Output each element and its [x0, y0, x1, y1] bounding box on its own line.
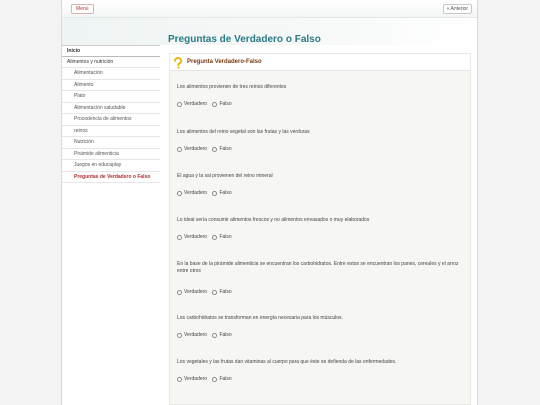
top-bar: [62, 0, 477, 18]
answer-options: [177, 234, 236, 240]
false-radio[interactable]: [212, 191, 217, 196]
false-radio[interactable]: [212, 377, 217, 382]
false-label: Falso: [219, 190, 232, 196]
page: [61, 0, 478, 405]
question-mark-icon: [173, 57, 183, 69]
true-radio[interactable]: [177, 333, 182, 338]
answer-options: [177, 376, 236, 382]
answer-options: [177, 146, 236, 152]
menu-button[interactable]: Menú: [71, 4, 94, 14]
question-text: Los carbohidratos se transforman en energía necesaria para los músculos.: [177, 315, 343, 321]
sidebar-nav: [62, 45, 160, 183]
false-label: Falso: [219, 332, 232, 338]
question-text: En la base de la pirámide alimenticia se encuentran los carbohidratos. Entre estos se encuentran los panes, cereales y el arroz entre otros: [177, 261, 459, 274]
question-6: [177, 315, 467, 338]
answer-options: [177, 332, 236, 338]
sidebar-item-alimentos-y-nutricion[interactable]: Alimentos y nutrición: [62, 57, 160, 69]
sidebar-item-inicio[interactable]: Inicio: [62, 45, 160, 57]
false-radio[interactable]: [212, 235, 217, 240]
true-label: Verdadero: [184, 289, 208, 295]
question-4: [177, 217, 467, 240]
sidebar-item-alimentacion-saludable[interactable]: Alimentación saludable: [62, 103, 160, 115]
page-title: Preguntas de Verdadero o Falso: [168, 34, 321, 45]
true-radio[interactable]: [177, 377, 182, 382]
false-label: Falso: [219, 289, 232, 295]
false-label: Falso: [219, 146, 232, 152]
true-label: Verdadero: [184, 190, 208, 196]
true-label: Verdadero: [184, 332, 208, 338]
quiz-header: [170, 54, 470, 71]
false-radio[interactable]: [212, 147, 217, 152]
question-3: [177, 173, 467, 196]
quiz-panel: [169, 53, 471, 405]
previous-button[interactable]: « Anterior: [443, 4, 472, 14]
question-text: Los vegetales y las frutas dan vitaminas al cuerpo para que éste se defienda de las enfermedades.: [177, 359, 397, 365]
question-1: [177, 84, 467, 107]
true-radio[interactable]: [177, 235, 182, 240]
true-label: Verdadero: [184, 376, 208, 382]
sidebar-item-alimento[interactable]: Alimento: [62, 80, 160, 92]
sidebar-item-nutricion[interactable]: Nutrición: [62, 137, 160, 149]
answer-options: [177, 101, 236, 107]
sidebar-item-reinos[interactable]: reinos: [62, 126, 160, 138]
sidebar-item-preguntas[interactable]: Preguntas de Verdadero o Falso: [62, 172, 160, 184]
true-radio[interactable]: [177, 147, 182, 152]
page-header: [62, 18, 477, 45]
false-radio[interactable]: [212, 333, 217, 338]
answer-options: [177, 190, 236, 196]
question-text: Los alimentos del reino vegetal son las frutas y las verduras: [177, 129, 310, 135]
true-label: Verdadero: [184, 234, 208, 240]
false-radio[interactable]: [212, 102, 217, 107]
sidebar-item-procedencia[interactable]: Procedencia de alimentos: [62, 114, 160, 126]
true-radio[interactable]: [177, 102, 182, 107]
question-2: [177, 129, 467, 152]
true-label: Verdadero: [184, 146, 208, 152]
question-5: [177, 261, 467, 295]
sidebar-item-plato[interactable]: Plato: [62, 91, 160, 103]
false-radio[interactable]: [212, 290, 217, 295]
question-text: Los alimentos provienen de tres reinos diferentes: [177, 84, 287, 90]
sidebar-item-piramide[interactable]: Pirámide alimenticia: [62, 149, 160, 161]
sidebar-item-alimentacion[interactable]: Alimentación: [62, 68, 160, 80]
true-radio[interactable]: [177, 290, 182, 295]
sidebar-item-juegos[interactable]: Juegos en educaplay: [62, 160, 160, 172]
question-text: El agua y la sal provienen del reino mineral: [177, 173, 273, 179]
question-7: [177, 359, 467, 382]
true-radio[interactable]: [177, 191, 182, 196]
false-label: Falso: [219, 234, 232, 240]
quiz-heading: Pregunta Verdadero-Falso: [187, 59, 262, 65]
true-label: Verdadero: [184, 101, 208, 107]
false-label: Falso: [219, 376, 232, 382]
false-label: Falso: [219, 101, 232, 107]
answer-options: [177, 289, 236, 295]
question-text: Lo ideal sería consumir alimentos frescos y no alimentos envasados o muy elaborados: [177, 217, 370, 223]
